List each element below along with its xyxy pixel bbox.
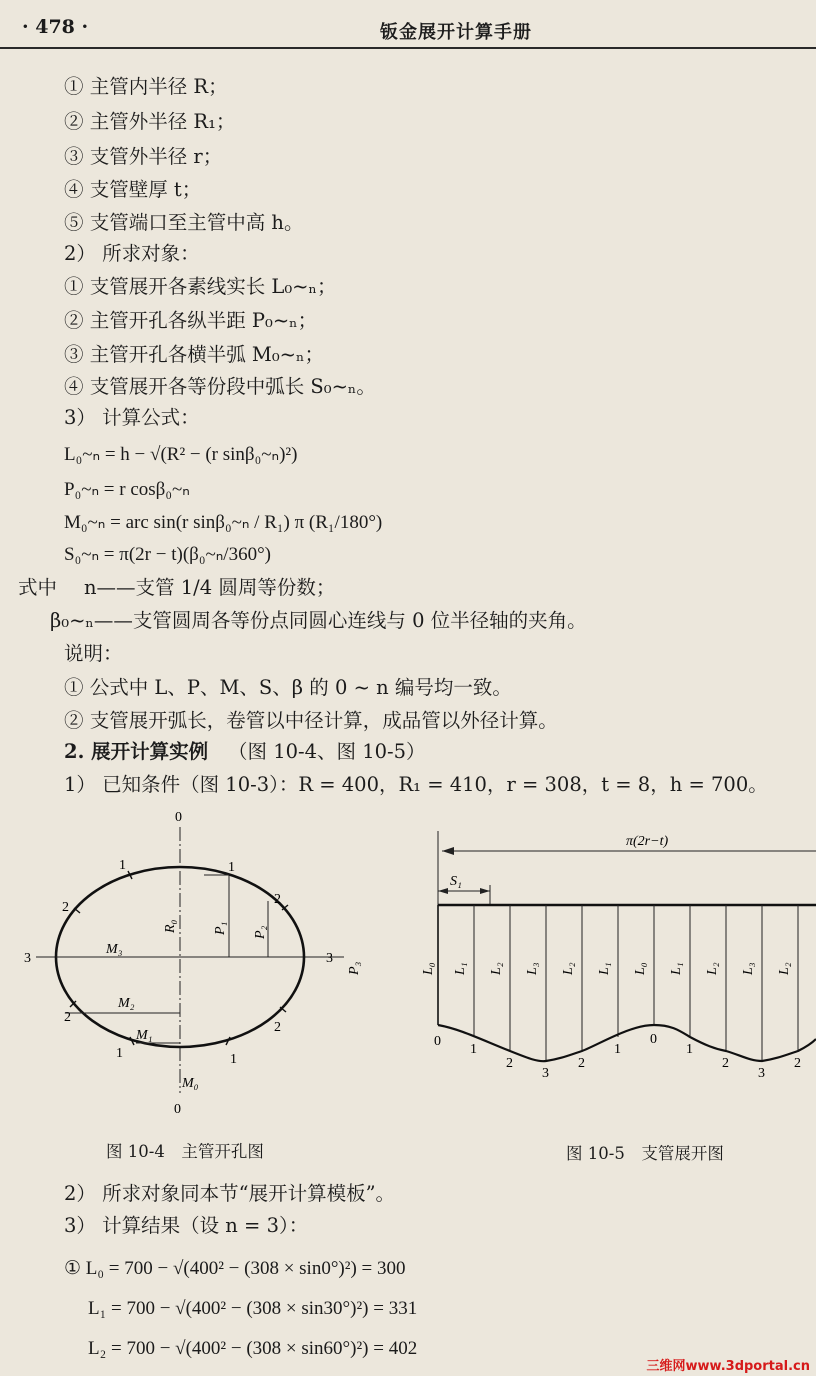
arrow-s1-left xyxy=(438,888,448,894)
point-number: 1 xyxy=(470,1042,477,1057)
label-1: 1 xyxy=(119,858,126,873)
label-L: L₂ xyxy=(561,962,576,975)
point-number: 1 xyxy=(686,1042,693,1057)
label-L: L₁ xyxy=(453,962,468,975)
label-0: 0 xyxy=(175,810,182,825)
label-L: L₁ xyxy=(597,962,612,975)
label-m0: M₀ xyxy=(182,1076,199,1091)
label-L: L₂ xyxy=(777,962,792,975)
page-number: · 478 · xyxy=(22,16,89,38)
point-number: 2 xyxy=(578,1056,585,1071)
result-eq-L0: ① L₀ = 700 − √(400² − (308 × sin0°)²) = 300 xyxy=(64,1258,406,1279)
text-line: ④ 支管展开各等份段中弧长 S₀~ₙ。 xyxy=(64,375,376,398)
text-line: ① 支管展开各素线实长 L₀~ₙ； xyxy=(64,275,337,298)
label-p3: P₃ xyxy=(347,961,362,975)
label-L: L₃ xyxy=(741,962,756,975)
label-2: 2 xyxy=(274,892,281,907)
point-number: 0 xyxy=(650,1032,657,1047)
point-number: 2 xyxy=(794,1056,801,1071)
formula-S: S₀~ₙ = π(2r − t)(β₀~ₙ/360°) xyxy=(64,544,271,565)
fig-10-5-branch-pipe-development xyxy=(420,825,816,1085)
point-number: 2 xyxy=(506,1056,513,1071)
text-line: ① 主管内半径 R； xyxy=(64,75,228,98)
header-rule xyxy=(0,47,816,49)
label-L: L₁ xyxy=(669,962,684,975)
formula-L: L₀~ₙ = h − √(R² − (r sinβ₀~ₙ)²) xyxy=(64,444,298,465)
fig-10-4-main-pipe-hole xyxy=(18,805,362,1120)
formula-M: M₀~ₙ = arc sin(r sinβ₀~ₙ / R₁) π (R₁/180°) xyxy=(64,512,383,533)
label-0: 0 xyxy=(174,1102,181,1117)
point-number: 0 xyxy=(434,1034,441,1049)
point-number: 1 xyxy=(614,1042,621,1057)
note-line: ② 支管展开弧长，卷管以中径计算，成品管以外径计算。 xyxy=(64,709,558,732)
section-title: 2. 展开计算实例 xyxy=(64,740,209,763)
note-line: ① 公式中 L、P、M、S、β 的 0 ~ n 编号均一致。 xyxy=(64,676,512,699)
label-m2: M₂ xyxy=(118,996,135,1011)
results-heading: 3） 计算结果（设 n = 3）： xyxy=(64,1214,309,1237)
label-L: L₀ xyxy=(633,962,648,975)
given-conditions: 1） 已知条件（图 10-3）：R = 400，R₁ = 410，r = 308，t = 8，h = 700。 xyxy=(64,773,768,796)
point-number: 3 xyxy=(758,1066,765,1081)
beta-definition: β₀~ₙ——支管圆周各等份点同圆心连线与 0 位半径轴的夹角。 xyxy=(50,609,587,632)
label-m1: M₁ xyxy=(136,1028,153,1043)
note-heading: 说明： xyxy=(64,642,123,665)
s1-label: S₁ xyxy=(450,874,462,889)
result-eq-L2: L₂ = 700 − √(400² − (308 × sin60°)²) = 402 xyxy=(88,1338,418,1359)
label-1: 1 xyxy=(228,860,235,875)
point-number: 2 xyxy=(722,1056,729,1071)
label-L: L₃ xyxy=(525,962,540,975)
label-3: 3 xyxy=(24,951,31,966)
site-watermark: 三维网www.3dportal.cn xyxy=(646,1359,810,1374)
bottom-curve xyxy=(438,1025,816,1061)
dim-label: π(2r−t) xyxy=(626,834,669,849)
label-L: L₀ xyxy=(421,962,436,975)
label-L: L₂ xyxy=(489,962,504,975)
label-L: L₂ xyxy=(705,962,720,975)
text-line: ③ 主管开孔各横半弧 M₀~ₙ； xyxy=(64,343,324,366)
label-m3: M₃ xyxy=(106,942,123,957)
label-p1: P₁ xyxy=(213,921,228,935)
arrow-left xyxy=(442,847,454,855)
text-line: ② 主管外半径 R₁； xyxy=(64,110,236,133)
label-1: 1 xyxy=(116,1046,123,1061)
text-line: ④ 支管壁厚 t； xyxy=(64,178,202,201)
fig-10-5-caption: 图 10-5 支管展开图 xyxy=(566,1144,724,1163)
results-target: 2） 所求对象同本节“展开计算模板”。 xyxy=(64,1182,396,1205)
result-eq-L1: L₁ = 700 − √(400² − (308 × sin30°)²) = 331 xyxy=(88,1298,418,1319)
fig-10-4-caption: 图 10-4 主管开孔图 xyxy=(106,1142,264,1161)
label-3: 3 xyxy=(326,951,333,966)
arrow-s1-right xyxy=(480,888,490,894)
text-line: 3） 计算公式： xyxy=(64,406,200,429)
book-title: 钣金展开计算手册 xyxy=(380,22,532,43)
formula-P: P₀~ₙ = r cosβ₀~ₙ xyxy=(64,479,190,500)
text-line: ⑤ 支管端口至主管中高 h。 xyxy=(64,211,304,234)
text-line: 2） 所求对象： xyxy=(64,242,200,265)
where-label: 式中 xyxy=(18,576,58,599)
label-1: 1 xyxy=(230,1052,237,1067)
label-r0: R₀ xyxy=(163,919,178,933)
n-definition: n——支管 1/4 圆周等份数； xyxy=(84,576,336,599)
section-figure-refs: （图 10-4、图 10-5） xyxy=(228,740,426,763)
label-2: 2 xyxy=(64,1010,71,1025)
label-2: 2 xyxy=(274,1020,281,1035)
point-number: 3 xyxy=(542,1066,549,1081)
text-line: ③ 支管外半径 r； xyxy=(64,145,223,168)
label-2: 2 xyxy=(62,900,69,915)
label-p2: P₂ xyxy=(253,925,268,939)
text-line: ② 主管开孔各纵半距 P₀~ₙ； xyxy=(64,309,318,332)
